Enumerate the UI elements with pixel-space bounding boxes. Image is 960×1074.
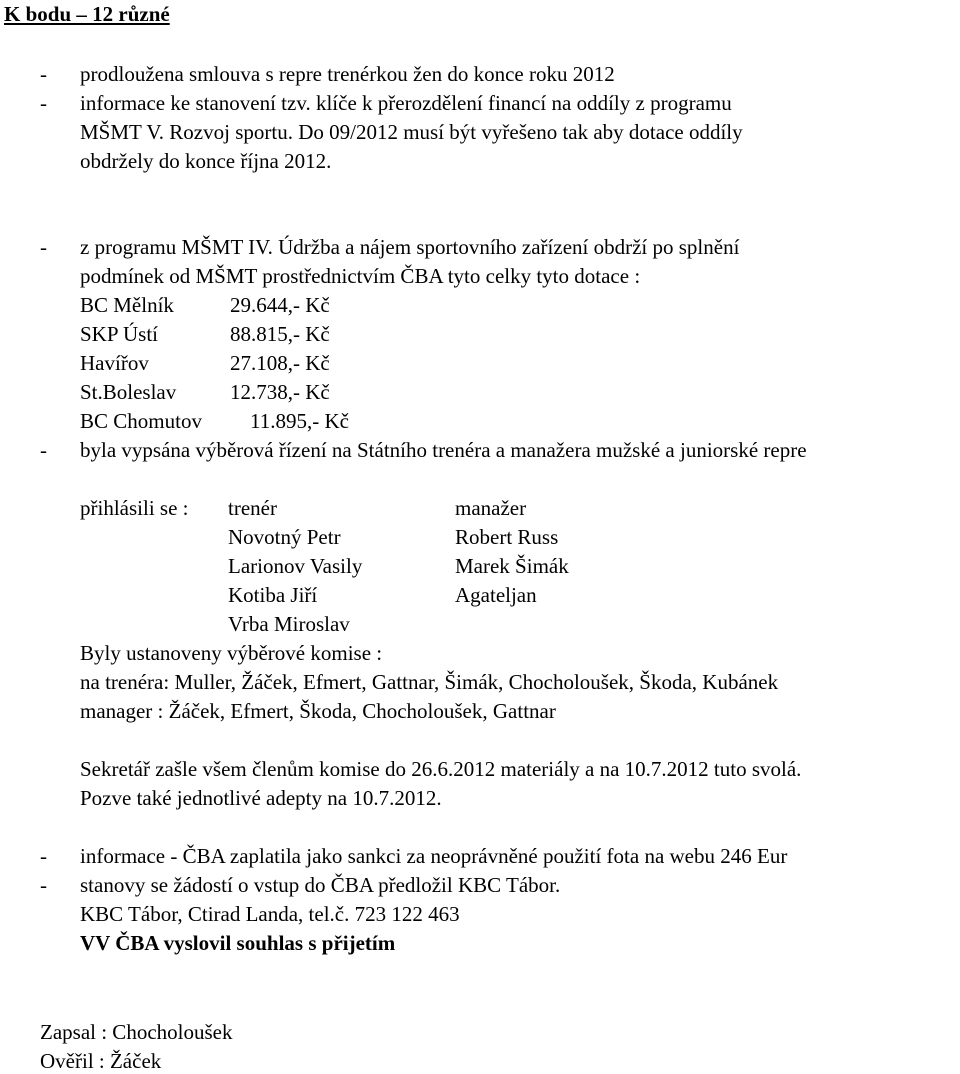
bullet-dash: -: [40, 62, 47, 86]
subsidy-amount: 11.895,- Kč: [250, 409, 349, 433]
committees-intro: Byly ustanoveny výběrové komise :: [80, 641, 383, 665]
subsidy-club: Havířov: [80, 351, 149, 375]
subsidy-club: St.Boleslav: [80, 380, 177, 404]
subsidy-club: SKP Ústí: [80, 322, 159, 346]
subsidy-club: BC Mělník: [80, 293, 174, 317]
secretary-note-line2: Pozve také jednotlivé adepty na 10.7.2012.: [80, 786, 442, 810]
verified-by: Ověřil : Žáček: [40, 1049, 162, 1073]
manager-candidate: Marek Šimák: [455, 554, 569, 578]
secretary-note-line1: Sekretář zašle všem členům komise do 26.6.2012 materiály a na 10.7.2012 tuto svolá.: [80, 757, 802, 781]
item-funding-key-line1: informace ke stanovení tzv. klíče k přerozdělení financí na oddíly z programu: [80, 91, 732, 115]
section-heading: K bodu – 12 různé: [4, 2, 170, 26]
item-program-iv-line1: z programu MŠMT IV. Údržba a nájem sportovního zařízení obdrží po splnění: [80, 235, 740, 259]
coach-column-header: trenér: [228, 496, 277, 520]
bullet-dash: -: [40, 438, 47, 462]
subsidy-club: BC Chomutov: [80, 409, 202, 433]
item-funding-key-line2: MŠMT V. Rozvoj sportu. Do 09/2012 musí být vyřešeno tak aby dotace oddíly: [80, 120, 743, 144]
subsidy-amount: 27.108,- Kč: [230, 351, 330, 375]
item-contract-extension: prodloužena smlouva s repre trenérkou žen do konce roku 2012: [80, 62, 615, 86]
item-program-iv-line2: podmínek od MŠMT prostřednictvím ČBA tyto celky tyto dotace :: [80, 264, 641, 288]
manager-candidate: Robert Russ: [455, 525, 559, 549]
bullet-dash: -: [40, 235, 47, 259]
item-sanction-info: informace - ČBA zaplatila jako sankci za neoprávněné použití fota na webu 246 Eur: [80, 844, 788, 868]
subsidy-amount: 29.644,- Kč: [230, 293, 330, 317]
bullet-dash: -: [40, 91, 47, 115]
kbc-approval: VV ČBA vyslovil souhlas s přijetím: [80, 931, 396, 955]
item-membership-application: stanovy se žádostí o vstup do ČBA předložil KBC Tábor.: [80, 873, 561, 897]
kbc-contact: KBC Tábor, Ctirad Landa, tel.č. 723 122 463: [80, 902, 460, 926]
item-selection-procedure: byla vypsána výběrová řízení na Státního trenéra a manažera mužské a juniorské repre: [80, 438, 807, 462]
recorded-by: Zapsal : Chocholoušek: [40, 1020, 233, 1044]
coach-candidate: Novotný Petr: [228, 525, 341, 549]
candidates-label: přihlásili se :: [80, 496, 189, 520]
manager-column-header: manažer: [455, 496, 527, 520]
manager-candidate: Agateljan: [455, 583, 537, 607]
coach-candidate: Vrba Miroslav: [228, 612, 350, 636]
bullet-dash: -: [40, 844, 47, 868]
bullet-dash: -: [40, 873, 47, 897]
coach-committee: na trenéra: Muller, Žáček, Efmert, Gattnar, Šimák, Chocholoušek, Škoda, Kubánek: [80, 670, 779, 694]
manager-committee: manager : Žáček, Efmert, Škoda, Chocholoušek, Gattnar: [80, 699, 556, 723]
coach-candidate: Larionov Vasily: [228, 554, 363, 578]
subsidy-amount: 88.815,- Kč: [230, 322, 330, 346]
item-funding-key-line3: obdržely do konce října 2012.: [80, 149, 332, 173]
subsidy-amount: 12.738,- Kč: [230, 380, 330, 404]
coach-candidate: Kotiba Jiří: [228, 583, 318, 607]
